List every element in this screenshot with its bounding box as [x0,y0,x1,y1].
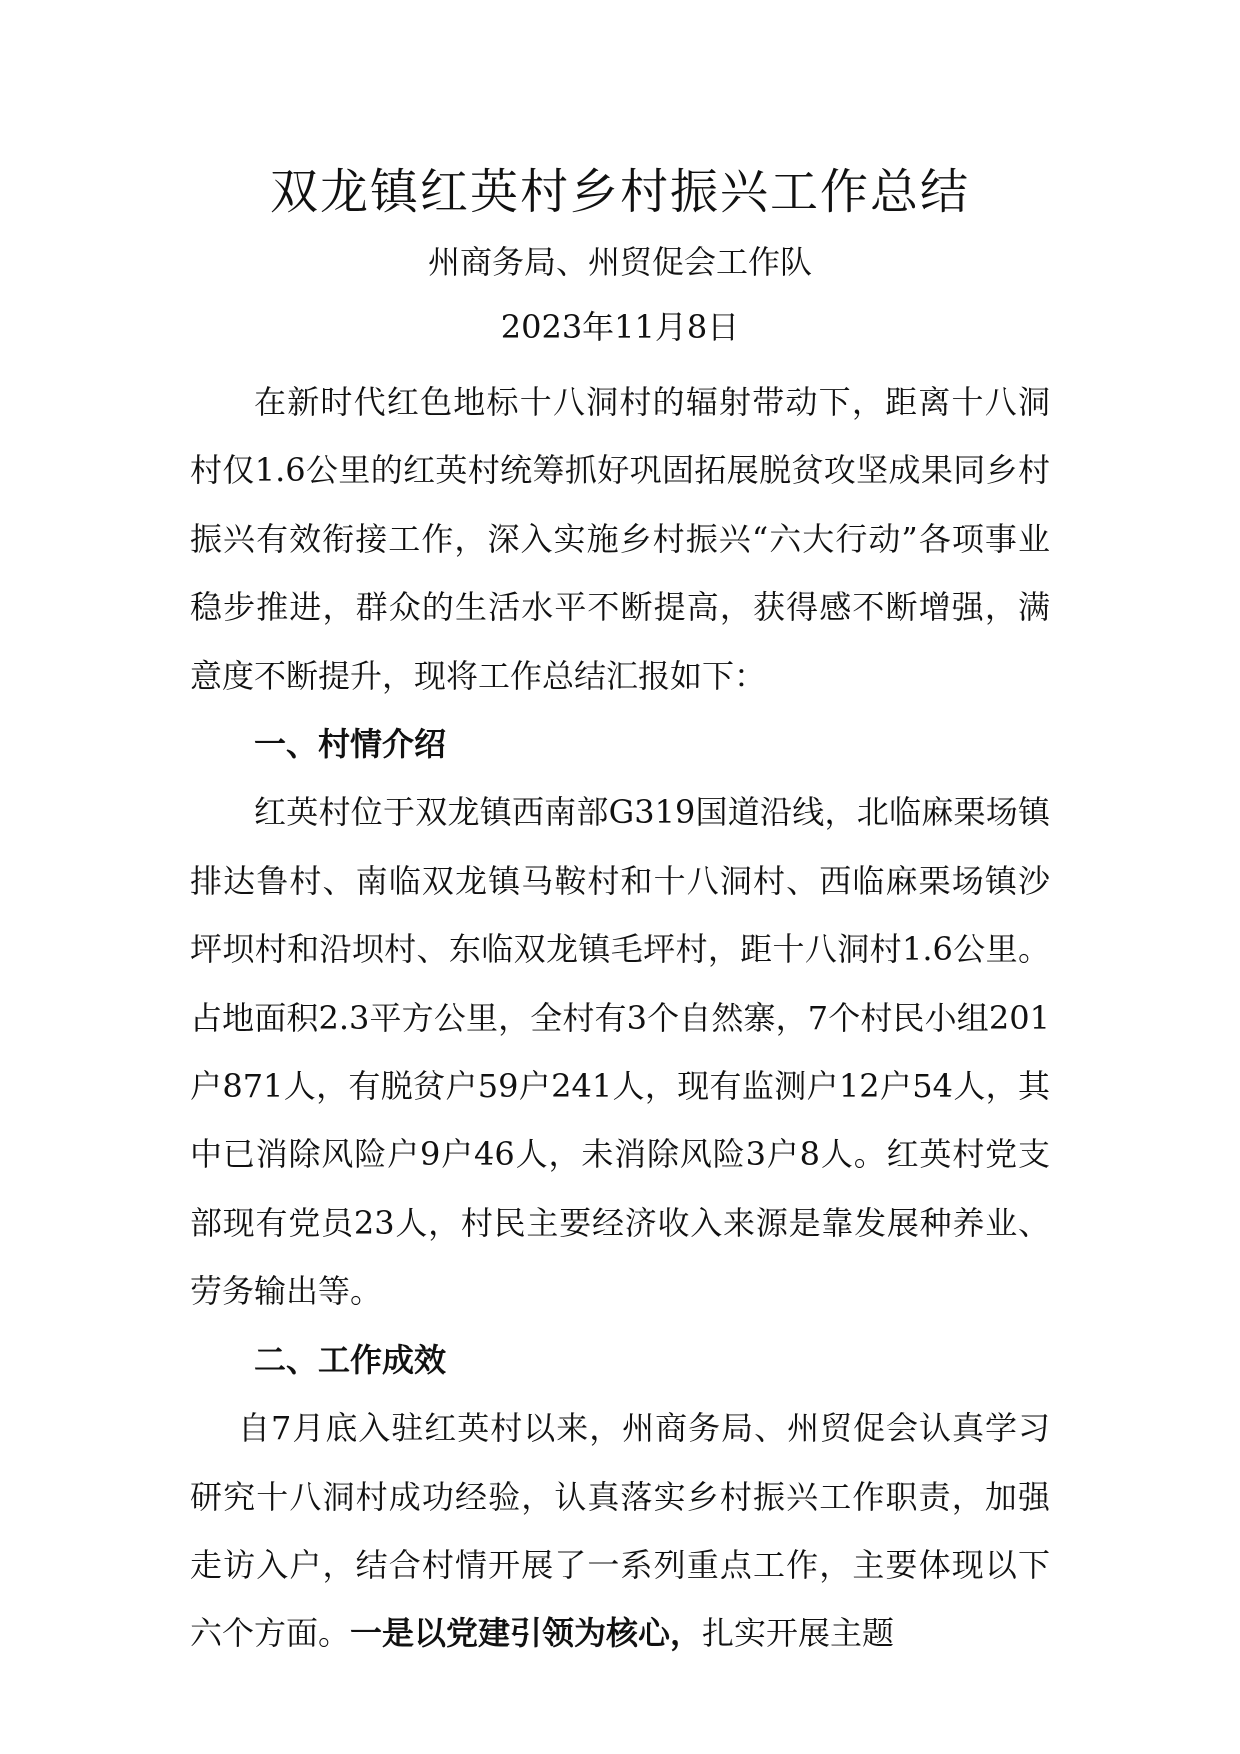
date-line: 2023年11月8日 [500,308,740,346]
results-text-start: 自7月底入驻红英村以来，州商务局、州贸促会认真学习研究十八洞村成功经验，认真落实乡村振兴工作职责，加强走访入户，结合村情开展了一系列重点工作，主要体现以下六个方面。 [190,1409,1050,1653]
section-heading-results: 二、工作成效 [254,1340,447,1379]
document-body [190,368,1050,1668]
section-heading-village: 一、村情介绍 [254,725,447,764]
organization-line: 州商务局、州贸促会工作队 [427,243,812,281]
village-paragraph: 红英村位于双龙镇西南部G319国道沿线，北临麻栗场镇排达鲁村、南临双龙镇马鞍村和十八洞村、西临麻栗场镇沙坪坝村和沿坝村、东临双龙镇毛坪村，距十八洞村1.6公里。占地面积2.3平方公里，全村有3个自然寨，7个村民小组201户871人，有脱贫户59户241人，现有监测户12户54人，其中已消除风险户9户46人，未消除风险3户8人。红英村党支部现有党员23人，村民主要经济收入来源是靠发展种养业、劳务输出等。 [190,793,1050,1311]
results-bold-text: 一是以党建引领为核心， [350,1614,703,1653]
intro-paragraph: 在新时代红色地标十八洞村的辐射带动下，距离十八洞村仅1.6公里的红英村统筹抓好巩固拓展脱贫攻坚成果同乡村振兴有效衔接工作，深入实施乡村振兴“六大行动”各项事业稳步推进，群众的生活水平不断提高，获得感不断增强，满意度不断提升，现将工作总结汇报如下： [190,383,1050,695]
document-title: 双龙镇红英村乡村振兴工作总结 [269,164,970,220]
results-paragraph [190,1394,1050,1668]
results-text-end: 扎实开展主题 [702,1614,895,1653]
